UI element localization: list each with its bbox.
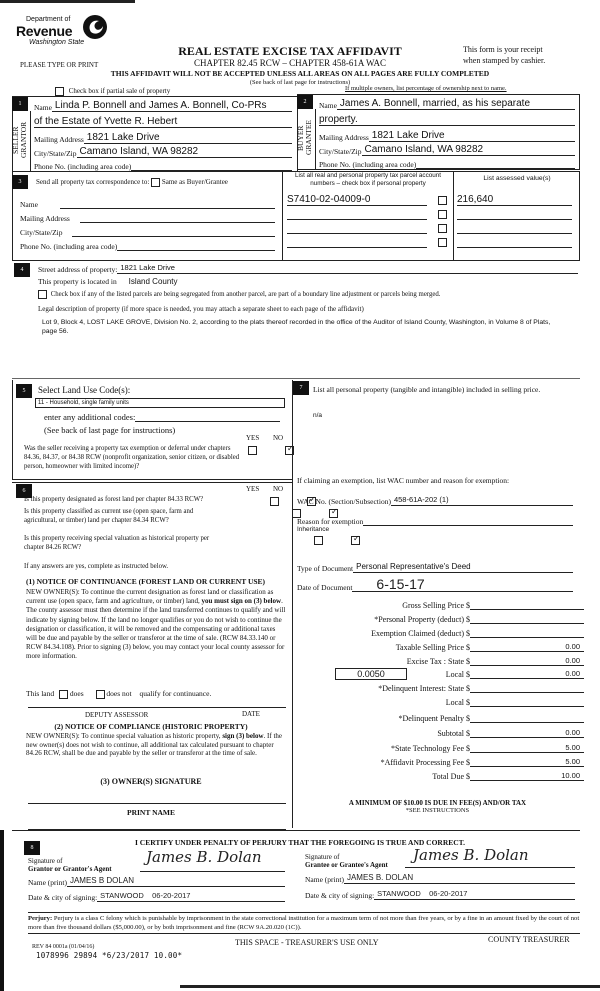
correspondence-city-field[interactable] [72,226,275,237]
seller-name-field-2[interactable]: of the Estate of Yvette R. Hebert [34,116,292,128]
correspondence-city-label: City/State/Zip [20,228,63,237]
buyer-phone-label: Phone No. (including area code) [319,160,417,169]
buyer-mailing-label: Mailing Address [319,133,369,142]
buyer-city-label: City/State/Zip [319,147,362,156]
assessed-value[interactable] [457,222,572,234]
parcel-number[interactable]: S7410-02-04009-0 [287,194,427,206]
perjury-top-rule [28,912,580,913]
notice-1-text-b: . The county assessor must then determine if the land transferred continues to qualify and will indicate by signing below. If the land no longer qualifies or you do not wish to continue the designation or classification, it will be removed and the compensating or additional taxes will be due and payable by the seller or transferor at the time of sale. (RCW 84.33.140 or RCW 84.34.108). Prior to signing (3) below, you may contact your local county assessor for more information. [26,597,286,661]
logo-line-3: Washington State [29,39,85,46]
parcel-number[interactable] [287,222,427,234]
dollar-sign: $ [466,670,470,679]
buyer-grantee-label [297,113,315,163]
grantee-label: GRANTEE [304,120,313,156]
fee-label: Gross Selling Price [402,601,464,610]
land-use-label: Select Land Use Code(s): [38,385,131,395]
section-7-number: 7 [293,381,309,395]
grantee-name-field[interactable]: JAMES B. DOLAN [344,872,575,884]
seller-name-field-1[interactable]: Linda P. Bonnell and James A. Bonnell, Co-PRs [52,100,292,112]
doc-date-row [297,577,573,592]
seller-city-label: City/State/Zip [34,149,77,158]
s6-yes-header: YES [246,485,260,493]
personal-property-value[interactable]: n/a [313,412,323,419]
local-rate-box[interactable]: 0.0050 [335,668,407,680]
this-land-label: This land [26,689,55,698]
grantee-name-label: Name (print) [305,875,344,884]
certify-statement: I CERTIFY UNDER PENALTY OF PERJURY THAT THE FOREGOING IS TRUE AND CORRECT. [134,838,465,847]
fee-label: *State Technology Fee [390,744,464,753]
fee-value[interactable] [470,713,584,723]
correspondence-mailing-field[interactable] [80,212,275,223]
land-use-select[interactable]: 11 - Household, single family units [35,398,285,408]
fee-value[interactable] [470,683,584,693]
parcel-row [287,221,577,235]
fee-value[interactable] [470,614,584,624]
grantor-signature-label [28,857,112,873]
segregated-checkbox[interactable] [38,290,47,299]
personal-property-label: List all personal property (tangible and intangible) included in selling price. [313,385,541,394]
notice-1-text-a: NEW OWNER(S): To continue the current designation as forest land or classification as current use (open space, farm and agriculture, or timber) land, [26,588,274,606]
fee-row-gross [290,600,584,610]
fee-label: *Delinquent Interest: State [378,684,464,693]
rev-number: REV 84 0001a (01/04/16) [32,944,95,950]
continuance-row [26,689,211,699]
grantee-signature-label [305,853,388,869]
assessor-signature-line[interactable] [28,707,286,708]
buyer-phone-field[interactable] [416,158,575,169]
fee-row-exemption [290,628,584,638]
section-3-number: 3 [12,175,28,189]
section-6-number: 6 [16,484,32,498]
section-6-top-rule [12,482,292,483]
located-in-label: This property is located in [38,277,117,286]
fee-row-personal-property [290,614,584,624]
perjury-notice [28,914,580,934]
legal-description-label: Legal description of property (if more space is needed, you may attach a separate sheet to each page of the affidavit) [38,305,364,313]
seller-mailing-label: Mailing Address [34,135,84,144]
scan-edge-bottom [180,985,600,988]
owner-signature-line[interactable] [28,803,286,804]
section-4-number: 4 [14,263,30,277]
grantee-sig-label-2: Grantee or Grantee's Agent [305,861,388,869]
section-2-number: 2 [297,95,313,109]
notice-2-text-b: . If the new owner(s) does not wish to continue, all additional tax calculated pursuant to chapter 84.26 RCW, shall be due and payable by the seller or transferor at the time of sale. [26,732,283,757]
grantor-label: GRANTOR [19,121,28,159]
wac-field[interactable]: 458-61A-202 (1) [391,494,573,506]
segregated-row [38,290,441,299]
section-8-number: 8 [24,841,40,855]
dollar-sign: $ [466,615,470,624]
fee-label: Subtotal [437,729,464,738]
fee-value[interactable] [470,628,584,638]
personal-property-checkbox[interactable] [438,224,447,233]
assessor-date-label: DATE [242,710,260,718]
assessed-header: List assessed value(s) [483,175,551,182]
fee-row-subtotal [290,728,584,738]
reason-label: Reason for exemption [297,517,364,526]
buyer-name-label: Name [319,101,337,110]
fee-value[interactable]: 0.00 [470,656,584,666]
segregated-label: Check box if any of the listed parcels are being segregated from another parcel, are part of a boundary line adjustment or parcels being merged. [50,291,441,299]
grantor-signature[interactable]: James B. Dolan [140,848,285,872]
logo-line-2: Revenue [16,23,73,39]
fee-value[interactable]: 5.00 [470,757,584,767]
doc-type-row [297,561,573,573]
personal-property-checkbox[interactable] [438,210,447,219]
multiple-owners-note: If multiple owners, list percentage of ownership next to name. [345,85,507,92]
buyer-name-row-2 [319,114,575,126]
perjury-text: Perjury is a class C felony which is punishable by imprisonment in the state correctional institution for a maximum term of not more than five years, or by a fine in an amount fixed by the court of not more than five thousand dollars ($5,000.00), or by both imprisonment and fine (RCW 9A.20.020 (1C)). [28,915,580,931]
fee-label: *Delinquent Penalty [398,714,464,723]
doc-date-field[interactable]: 6-15-17 [352,577,573,592]
forest-land-question: Is this property designated as forest land per chapter 84.33 RCW? [24,496,204,503]
fee-label: Local [445,698,464,707]
dollar-sign: $ [466,772,470,781]
dor-swirl-icon [82,14,108,40]
partial-sale-checkbox[interactable] [55,87,64,96]
does-qualify-checkbox[interactable] [59,690,68,699]
same-as-buyer-label: Same as Buyer/Grantee [161,178,228,187]
fee-row-delinquent-interest-local [290,697,584,707]
dollar-sign: $ [466,601,470,610]
print-name-label: PRINT NAME [127,808,175,817]
partial-sale-row [55,87,170,96]
correspondence-name-field[interactable] [60,198,275,209]
street-address-field[interactable]: 1821 Lake Drive [117,262,578,274]
dollar-sign: $ [466,729,470,738]
minimum-due-note: A MINIMUM OF $10.00 IS DUE IN FEE(S) AND/OR TAX [348,799,527,807]
correspondence-mailing-row [20,212,275,223]
seller-mailing-field[interactable]: 1821 Lake Drive [84,132,292,144]
receipt-note-2: when stamped by cashier. [463,56,546,65]
seller-label: SELLER [11,126,20,154]
section-3-divider-1 [282,171,283,261]
reason-value[interactable]: Inheritance [297,526,330,533]
correspondence-name-row [20,198,275,209]
exemption-question: Was the seller receiving a property tax exemption or deferral under chapters 84.36, 84.37, or 84.38 RCW (nonprofit organization, senior citizen, or disabled person, homeowner with limited income)? [24,445,240,470]
seller-city-field[interactable]: Camano Island, WA 98282 [77,146,293,158]
seller-name-row [34,100,292,112]
receipt-note-1: This form is your receipt [463,45,543,54]
additional-codes-row [44,411,280,422]
located-in-row [38,277,178,286]
doc-date-label: Date of Document [297,583,353,592]
buyer-mailing-row [319,130,575,142]
reason-underline [363,515,573,526]
see-back-note: (See back of last page for instructions) [249,79,351,86]
does-not-label: does not [106,689,132,698]
forest-land-yes-checkbox[interactable] [270,497,279,506]
assessed-value[interactable]: 216,640 [457,194,572,206]
buyer-city-field[interactable]: Camano Island, WA 98282 [362,144,576,156]
exemption-yes-checkbox[interactable] [248,446,257,455]
s6-no-header: NO [273,485,284,493]
buyer-label: BUYER [296,125,305,151]
personal-property-checkbox[interactable] [438,196,447,205]
parcel-number[interactable] [287,236,427,248]
grantee-name-row [305,872,575,884]
notice-1-title: (1) NOTICE OF CONTINUANCE (FOREST LAND OR CURRENT USE) [26,577,266,586]
correspondence-city-row [20,226,275,237]
notice-2-bold: sign (3) below [222,732,264,740]
deputy-assessor-label: DEPUTY ASSESSOR [85,711,149,719]
seller-phone-field[interactable] [131,160,292,171]
fee-value[interactable] [470,600,584,610]
scan-edge-top [0,0,135,3]
parcel-number[interactable] [287,208,427,220]
see-instructions-note: *SEE INSTRUCTIONS [405,807,470,814]
doc-type-field[interactable]: Personal Representative's Deed [353,561,573,573]
grantee-date-row [305,888,575,900]
buyer-name-row [319,98,575,110]
assessed-value[interactable] [457,236,572,248]
street-address-label: Street address of property: [38,265,118,274]
completion-warning: THIS AFFIDAVIT WILL NOT BE ACCEPTED UNLESS ALL AREAS ON ALL PAGES ARE FULLY COMPLETED [110,69,490,78]
seller-side-divider [30,111,31,172]
legal-description-value[interactable]: Lot 9, Block 4, LOST LAKE GROVE, Division No. 2, according to the plats thereof recorded in the office of the Auditor of Island County, Washington, in Volume 8 of Plats, page 56. [42,319,551,335]
owner-signature-label: (3) OWNER(S) SIGNATURE [100,777,202,786]
send-correspondence-row [36,178,228,187]
historic-yes-checkbox[interactable] [314,536,323,545]
wac-row [297,494,573,506]
fee-row-technology [290,743,584,753]
buyer-mailing-field[interactable]: 1821 Lake Drive [369,130,575,142]
if-yes-instructions: If any answers are yes, complete as instructed below. [24,563,169,570]
correspondence-phone-row [20,240,275,251]
s5-no-header: NO [273,434,284,442]
parcel-row [287,207,577,221]
located-in-value[interactable]: Island County [128,277,178,286]
grantor-sig-label-1: Signature of [28,857,63,865]
current-use-question: Is this property classified as current use (open space, farm and agricultural, or timber) land per chapter 84.34 RCW? [24,508,194,524]
fee-value[interactable]: 5.00 [470,743,584,753]
buyer-name-field-2[interactable]: property. [319,114,575,126]
fee-row-delinquent-penalty [290,713,584,723]
wac-label: WAC No. (Section/Subsection) [297,497,391,506]
parcel-row [287,193,577,207]
seller-name-row-2 [34,116,292,128]
fee-value[interactable]: 0.00 [470,669,584,679]
correspondence-phone-field[interactable] [117,240,275,251]
reason-row [297,515,573,526]
fee-value[interactable]: 10.00 [470,771,584,781]
fee-row-excise-state [290,656,584,666]
grantor-name-row [28,875,285,887]
parcel-row [287,235,577,249]
correspondence-name-label: Name [20,200,38,209]
partial-sale-label: Check box if partial sale of property [68,87,171,96]
dollar-sign: $ [466,714,470,723]
section-8-top-rule [12,830,580,831]
grantor-date-row [28,890,285,902]
perjury-bold: Perjury: [28,915,53,922]
buyer-city-row [319,144,575,156]
historic-question: Is this property receiving special valuation as historical property per chapter 84.26 RCW? [24,535,210,551]
same-as-buyer-checkbox[interactable] [151,178,160,187]
buyer-phone-row [319,158,575,169]
does-not-qualify-checkbox[interactable] [96,690,105,699]
dollar-sign: $ [466,758,470,767]
exemption-claim-label: If claiming an exemption, list WAC number and reason for exemption: [297,476,510,485]
does-label: does [69,689,84,698]
fee-label: Local [445,670,464,679]
fee-row-delinquent-interest-state [290,683,584,693]
fee-label: *Personal Property (deduct) [374,615,464,624]
section-4-bottom-divider [12,378,580,379]
grantor-sig-label-2: Grantor or Grantor's Agent [28,865,112,873]
grantee-sig-label-1: Signature of [305,853,340,861]
fee-value[interactable] [470,697,584,707]
seller-phone-label: Phone No. (including area code) [34,162,132,171]
section-5-number: 5 [16,384,32,398]
notice-2-text-a: NEW OWNER(S): To continue special valuation as historic property, [26,732,223,740]
doc-type-label: Type of Document [297,564,354,573]
grantor-name-field[interactable]: JAMES B DOLAN [67,875,285,887]
seller-grantor-label [12,115,30,165]
fee-row-excise-local [290,669,584,679]
street-address-row [38,262,578,274]
grantor-date-field[interactable]: STANWOOD 06-20-2017 [97,890,285,902]
qualify-label: qualify for continuance. [139,689,212,698]
dollar-sign: $ [466,698,470,707]
correspondence-mailing-label: Mailing Address [20,214,70,223]
send-correspondence-label: Send all property tax correspondence to: [36,178,150,187]
land-use-see-back: (See back of last page for instructions) [44,425,176,435]
parcel-header: List all real and personal property tax parcel account numbers – check box if personal property [295,172,441,187]
dollar-sign: $ [466,643,470,652]
notice-1-text [26,588,288,662]
buyer-name-field-1[interactable]: James A. Bonnell, married, as his separate [337,98,575,110]
assessed-value[interactable] [457,208,572,220]
dollar-sign: $ [466,684,470,693]
seller-name-label: Name [34,103,52,112]
grantee-date-label: Date & city of signing: [305,891,375,900]
notice-2-text [26,732,288,758]
seller-mailing-row [34,132,292,144]
treasurer-use-label: THIS SPACE - TREASURER'S USE ONLY [235,938,379,947]
buyer-side-divider [315,109,316,170]
dor-logo [16,14,116,54]
additional-codes-field[interactable] [135,411,280,422]
form-title: REAL ESTATE EXCISE TAX AFFIDAVIT [178,44,402,58]
grantee-date-field[interactable]: STANWOOD 06-20-2017 [374,888,575,900]
fee-label: *Affidavit Processing Fee [380,758,464,767]
correspondence-phone-label: Phone No. (including area code) [20,242,118,251]
logo-line-1: Department of [26,16,71,23]
seller-phone-row [34,160,292,171]
fee-label: Exemption Claimed (deduct) [371,629,464,638]
notice-1-bold: you must sign on (3) below [201,597,282,606]
historic-no-checkbox[interactable] [351,536,360,545]
type-or-print: PLEASE TYPE OR PRINT [20,61,99,69]
fee-row-total [290,771,584,781]
fee-label: Excise Tax : State [406,657,464,666]
additional-codes-label: enter any additional codes: [44,412,136,422]
treasurer-stamp: 1078996 29894 *6/23/2017 10.00* [36,951,183,960]
grantor-date-label: Date & city of signing: [28,893,98,902]
fee-value[interactable]: 0.00 [470,728,584,738]
fee-row-processing [290,757,584,767]
dollar-sign: $ [466,657,470,666]
fee-label: Total Due [432,772,464,781]
fee-label: Taxable Selling Price [395,643,464,652]
county-treasurer-label: COUNTY TREASURER [488,935,570,944]
s5-yes-header: YES [246,434,260,442]
grantor-name-label: Name (print) [28,878,67,887]
fee-value[interactable]: 0.00 [470,642,584,652]
dollar-sign: $ [466,744,470,753]
personal-property-checkbox[interactable] [438,238,447,247]
fee-row-taxable [290,642,584,652]
section-1-number: 1 [12,97,28,111]
form-subtitle: CHAPTER 82.45 RCW – CHAPTER 458-61A WAC [194,58,386,68]
grantee-signature[interactable]: James B. Dolan [405,846,575,868]
dollar-sign: $ [466,629,470,638]
scan-edge-left [0,830,4,991]
notice-2-title: (2) NOTICE OF COMPLIANCE (HISTORIC PROPERTY) [54,722,248,731]
seller-city-row [34,146,292,158]
